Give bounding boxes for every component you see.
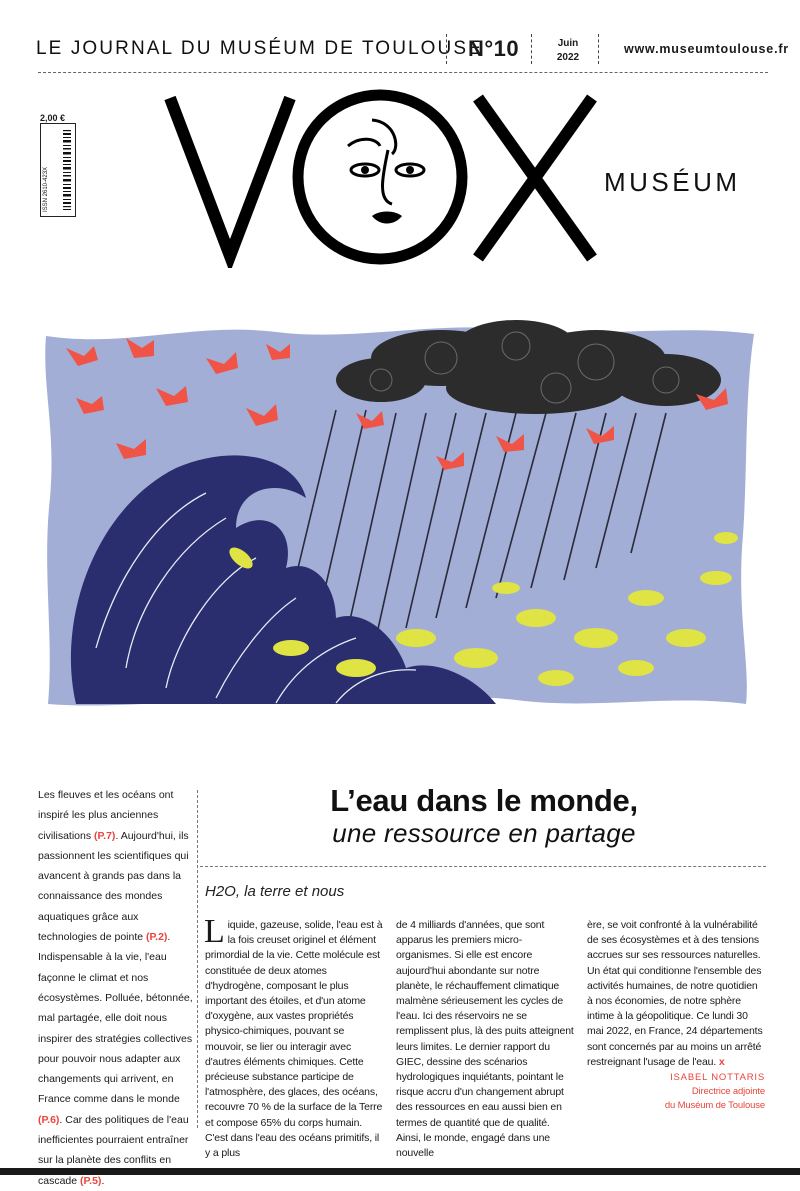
website-link[interactable]: www.museumtoulouse.fr (624, 42, 789, 56)
article-text: ère, se voit confronté à la vulnérabilité de ses écosystèmes et à des tensions accrues sur ses ressources naturelles. Un état qui conditionne l'ensemble des activités humaines, de notre quotidien à nos économies, de notre sphère intime à la géopolitique. Ce lundi 30 mai 2022, en France, 24 départements sont concernés par au moins un arrêté restreignant l'usage de l'eau. (587, 919, 763, 1068)
article-subheadline: une ressource en partage (332, 818, 636, 848)
cover-illustration (36, 318, 764, 718)
page-reference[interactable]: (P.6) (38, 1113, 60, 1126)
logo-subtitle: MUSÉUM (604, 167, 741, 197)
article-column-3 (587, 918, 765, 1113)
bottom-bar (0, 1168, 800, 1175)
page-reference[interactable]: (P.7) (94, 829, 116, 842)
intro-text: . Aujourd'hui, ils passionnent les scientifiques qui avancent à grands pas dans la connaissance des mondes aquatiques grâce aux technologies de pointe (38, 829, 189, 944)
intro-summary (38, 785, 193, 1191)
article-headline: L’eau dans le monde, (330, 783, 638, 818)
issue-year: 2022 (556, 52, 580, 63)
intro-text: . (101, 1174, 105, 1187)
author-role: du Muséum de Toulouse (664, 1100, 765, 1112)
drop-cap: L (204, 913, 225, 950)
column-divider (197, 790, 198, 1128)
journal-title: LE JOURNAL DU MUSÉUM DE TOULOUSE (36, 38, 483, 59)
article-column-1 (204, 913, 383, 1161)
issn-label: ISSN 2610-423X (43, 166, 49, 212)
article-text: de 4 milliards d'années, que sont apparus les premiers micro-organismes. Si elle est encore aujourd'hui abondante sur notre planète, le réchauffement climatique malmène sérieusement les cycles de l'eau. Ici des réservoirs ne se remplissent plus, là des puits atteignent leurs limites. Le dernier rapport du GIEC, dessine des scénarios hydrologiques inquiétants, pointant le risque accru d'un changement abrupt des ressources en eau aussi bien en termes de quantité que de qualité. Ainsi, le monde, engagé dans une nouvelle (396, 919, 574, 1160)
author-name: ISABEL NOTTARIS (670, 1072, 765, 1084)
vox-logo-icon (160, 88, 600, 268)
end-mark-icon: x (718, 1055, 725, 1068)
divider (446, 34, 447, 64)
issue-number: N°10 (468, 36, 520, 61)
intro-text: . Car des politiques de l'eau inefficientes pourraient entraîner sur la planète des conflits en cascade (38, 1113, 189, 1187)
intro-text: Les fleuves et les océans ont inspiré les plus anciennes civilisations (38, 789, 174, 842)
barcode (40, 123, 76, 217)
author-role: Directrice adjointe (691, 1086, 765, 1098)
page-reference[interactable]: (P.2) (146, 931, 168, 944)
intro-text: . Indispensable à la vie, l'eau façonne le climat et nos écosystèmes. Polluée, bétonnée, mal partagée, elle doit nous inspirer des stratégies collectives pour pouvoir nous adapter aux changements qui arrivent, en France comme dans le monde (38, 931, 193, 1106)
wave-storm-birds-fish-illustration (45, 320, 754, 706)
price-label: 2,00 € (40, 113, 66, 123)
divider (598, 34, 599, 64)
article-kicker: H2O, la terre et nous (205, 883, 345, 900)
article-column-2 (396, 918, 574, 1161)
issue-month: Juin (557, 38, 579, 49)
article-text: iquide, gazeuse, solide, l'eau est à la fois creuset originel et élément primordial de la vie. Cette molécule est constituée de deux atomes d'hydrogène, composant le plus important des étoiles, et d'un atome d'oxygène, aux vastes propriétés physico-chimiques, pouvant se mouvoir, se lier ou interagir avec d'autres éléments chimiques. Cette précieuse substance participe de l'atmosphère, des glaces, des océans, recouvre 70 % de la surface de la Terre et compose 65% du corps humain. C'est dans l'eau des océans primitifs, il y a plus (205, 919, 383, 1160)
divider (531, 34, 532, 64)
article-rule (200, 866, 766, 867)
page-reference[interactable]: (P.5) (80, 1174, 102, 1187)
